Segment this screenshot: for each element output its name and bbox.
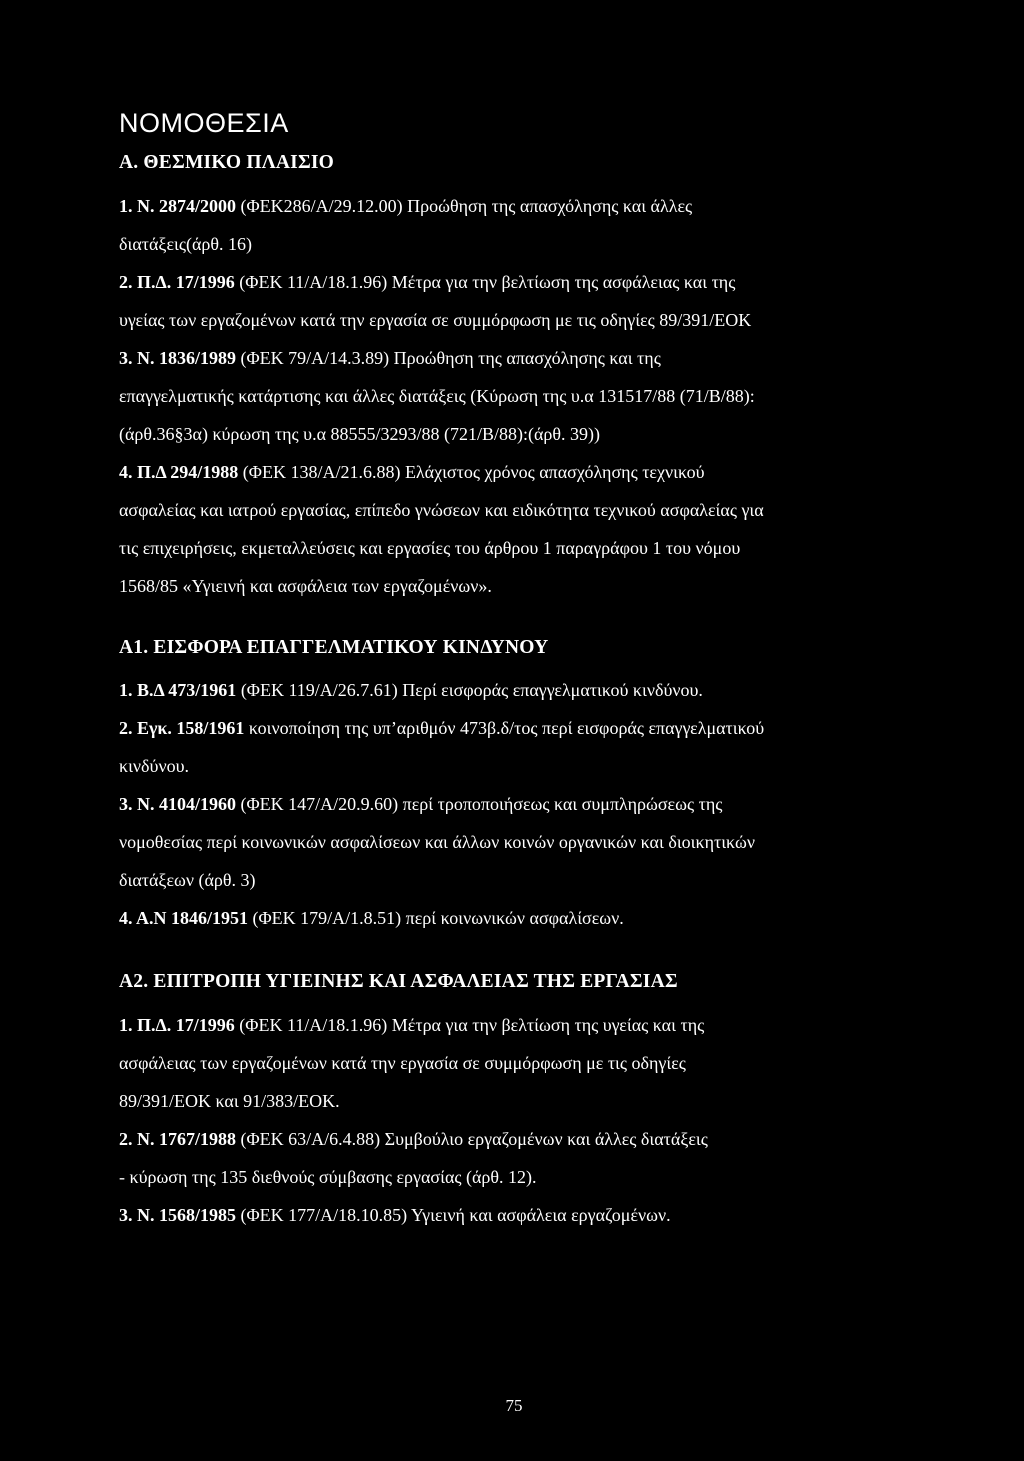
law-description: (ΦΕΚ 179/Α/1.8.51) περί κοινωνικών ασφαλίσεων. bbox=[248, 908, 624, 928]
law-item-continuation: - κύρωση της 135 διεθνούς σύμβασης εργασίας (άρθ. 12). bbox=[119, 1167, 537, 1187]
law-description: (ΦΕΚ286/Α/29.12.00) Προώθηση της απασχόλησης και άλλες bbox=[236, 196, 693, 216]
law-item-a1-1 bbox=[119, 679, 703, 701]
law-description: (ΦΕΚ 138/Α/21.6.88) Ελάχιστος χρόνος απασχόλησης τεχνικού bbox=[238, 462, 705, 482]
law-item-continuation: επαγγελματικής κατάρτισης και άλλες διατάξεις (Κύρωση της υ.α 131517/88 (71/Β/88): bbox=[119, 386, 755, 406]
law-item-a-3 bbox=[119, 347, 661, 369]
law-item-continuation: (άρθ.36§3α) κύρωση της υ.α 88555/3293/88 (721/Β/88):(άρθ. 39)) bbox=[119, 424, 601, 444]
law-description: (ΦΕΚ 177/Α/18.10.85) Υγιεινή και ασφάλεια εργαζομένων. bbox=[236, 1205, 671, 1225]
law-item-a1-4 bbox=[119, 907, 624, 929]
law-item-continuation: τις επιχειρήσεις, εκμεταλλεύσεις και εργασίες του άρθρου 1 παραγράφου 1 του νόμου bbox=[119, 538, 741, 558]
law-item-a1-2 bbox=[119, 717, 764, 739]
law-reference: 1. Π.Δ. 17/1996 bbox=[119, 1015, 235, 1035]
law-item-continuation: διατάξεις(άρθ. 16) bbox=[119, 234, 252, 254]
law-item-continuation: ασφάλειας των εργαζομένων κατά την εργασία σε συμμόρφωση με τις οδηγίες bbox=[119, 1053, 686, 1073]
law-description: κοινοποίηση της υπ’αριθμόν 473β.δ/τος περί εισφοράς επαγγελματικού bbox=[244, 718, 765, 738]
law-item-continuation: 1568/85 «Υγιεινή και ασφάλεια των εργαζομένων». bbox=[119, 576, 492, 596]
law-item-continuation: νομοθεσίας περί κοινωνικών ασφαλίσεων και άλλων κοινών οργανικών και διοικητικών bbox=[119, 832, 755, 852]
law-item-a-1 bbox=[119, 195, 692, 217]
law-item-continuation: κινδύνου. bbox=[119, 756, 189, 776]
law-item-continuation: υγείας των εργαζομένων κατά την εργασία σε συμμόρφωση με τις οδηγίες 89/391/ΕΟΚ bbox=[119, 310, 752, 330]
law-item-continuation: διατάξεων (άρθ. 3) bbox=[119, 870, 256, 890]
law-item-a2-3 bbox=[119, 1204, 671, 1226]
law-reference: 3. Ν. 1568/1985 bbox=[119, 1205, 236, 1225]
law-item-a2-2 bbox=[119, 1128, 708, 1150]
law-description: (ΦΕΚ 11/Α/18.1.96) Μέτρα για την βελτίωση της υγείας και της bbox=[234, 1015, 705, 1035]
law-item-a-2 bbox=[119, 271, 735, 293]
law-reference: 2. Π.Δ. 17/1996 bbox=[119, 272, 235, 292]
law-item-a-4 bbox=[119, 461, 705, 483]
law-reference: 4. Α.Ν 1846/1951 bbox=[119, 908, 249, 928]
law-description: (ΦΕΚ 63/Α/6.4.88) Συμβούλιο εργαζομένων και άλλες διατάξεις bbox=[236, 1129, 708, 1149]
law-reference: 3. Ν. 1836/1989 bbox=[119, 348, 236, 368]
law-item-continuation: 89/391/ΕΟΚ και 91/383/ΕΟΚ. bbox=[119, 1091, 340, 1111]
law-reference: 2. Εγκ. 158/1961 bbox=[119, 718, 245, 738]
law-reference: 4. Π.Δ 294/1988 bbox=[119, 462, 239, 482]
law-description: (ΦΕΚ 11/Α/18.1.96) Μέτρα για την βελτίωση της ασφάλειας και της bbox=[234, 272, 736, 292]
section-heading-a2: Α2. ΕΠΙΤΡΟΠΗ ΥΓΙΕΙΝΗΣ ΚΑΙ ΑΣΦΑΛΕΙΑΣ ΤΗΣ ΕΡΓΑΣΙΑΣ bbox=[119, 971, 678, 992]
law-reference: 2. Ν. 1767/1988 bbox=[119, 1129, 236, 1149]
section-heading-a1: Α1. ΕΙΣΦΟΡΑ ΕΠΑΓΓΕΛΜΑΤΙΚΟΥ ΚΙΝΔΥΝΟΥ bbox=[119, 637, 549, 658]
law-item-a2-1 bbox=[119, 1014, 704, 1036]
law-description: (ΦΕΚ 79/Α/14.3.89) Προώθηση της απασχόλησης και της bbox=[236, 348, 661, 368]
law-reference: 1. Β.Δ 473/1961 bbox=[119, 680, 237, 700]
law-item-a1-3 bbox=[119, 793, 722, 815]
law-description: (ΦΕΚ 147/Α/20.9.60) περί τροποποιήσεως και συμπληρώσεως της bbox=[236, 794, 723, 814]
law-reference: 3. Ν. 4104/1960 bbox=[119, 794, 236, 814]
law-item-continuation: ασφαλείας και ιατρού εργασίας, επίπεδο γνώσεων και ειδικότητα τεχνικού ασφαλείας για bbox=[119, 500, 764, 520]
section-heading-a: Α. ΘΕΣΜΙΚΟ ΠΛΑΙΣΙΟ bbox=[119, 152, 335, 173]
page-title: ΝΟΜΟΘΕΣΙΑ bbox=[119, 108, 289, 138]
law-reference: 1. Ν. 2874/2000 bbox=[119, 196, 236, 216]
page-number: 75 bbox=[505, 1396, 523, 1415]
law-description: (ΦΕΚ 119/Α/26.7.61) Περί εισφοράς επαγγελματικού κινδύνου. bbox=[236, 680, 703, 700]
